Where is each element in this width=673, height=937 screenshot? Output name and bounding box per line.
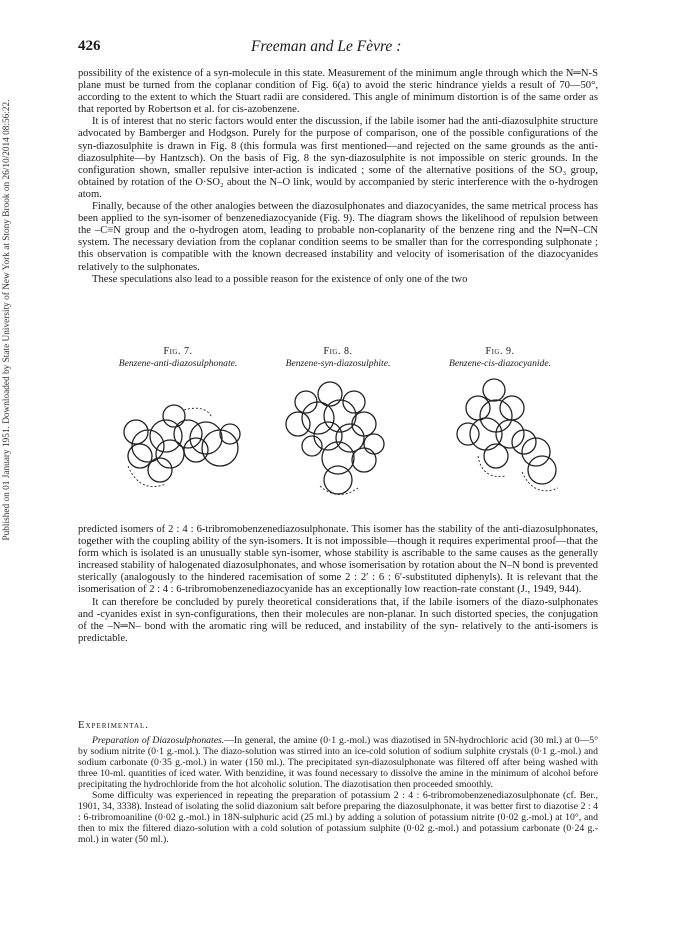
- figure-9-caption: Fig. 9. Benzene-cis-diazocyanide.: [448, 346, 552, 369]
- subsection-heading: Preparation of Diazosulphonates.: [92, 735, 225, 747]
- paragraph: It is of interest that no steric factors would enter the discussion, if the labile isomer had the anti-diazosulphite structure advocated by Bamberger and Hodgson. Purely for the purpose of comparison, one of the possible configurations of the syn-diazosulphite is drawn in Fig. 8 (this formula was first mentioned—and rejected on the same grounds as the anti-diazosulphite—by Hantzsch). On the basis of Fig. 8 the syn-diazosulphite is not impossible on steric grounds. In the configuration shown, smaller repulsive inter-action is indicated ; some of the alternative positions of the SO₃ group, obtained by rotation of the O·SO₂ about the N–O link, would by accompanied by steric interference with the o-hydrogen atom.: [78, 116, 598, 200]
- section-heading: Experimental.: [78, 720, 149, 731]
- running-head: Freeman and Le Fèvre :: [251, 38, 402, 55]
- paragraph: possibility of the existence of a syn-molecule in this state. Measurement of the minimum angle through which the N═N-S plane must be turned from the coplanar condition of Fig. 6(a) to avoid the steric hindrance yields a result of 70—50°, according to the extent to which the Stuart radii are considered. This angle of minimum distortion is of the same order as that reported by Robertson et al. for cis-azobenzene.: [78, 68, 598, 116]
- figure-8-diagram: [268, 376, 408, 506]
- experimental-section: [78, 718, 598, 845]
- page-header: [78, 38, 598, 58]
- paragraph: Finally, because of the other analogies between the diazosulphonates and diazocyanides, the same metrical process has been applied to the syn-isomer of benzenediazocyanide (Fig. 9). The diagram shows the likelihood of repulsion between the –C≡N group and the o-hydrogen atom, leading to probable non-coplanarity of the benzene ring and the N═N–CN system. The necessary deviation from the coplanar condition seems to be smaller than for the corresponding sulphonate ; this observation is compatible with the known decreased instability and velocity of isomerisation of the diazocyanides relatively to the sulphonates.: [78, 201, 598, 273]
- body-text-top: [78, 68, 598, 286]
- paragraph: predicted isomers of 2 : 4 : 6-tribromobenzenediazosulphonate. This isomer has the stability of the anti-diazosulphonates, together with the coupling ability of the syn-isomers. It is not impossible—though it requires experimental proof—that the form which is isolated is an unusually stable syn-isomer, whose stability is ascribable to the same causes as the generally increased stability of halogenated diazosulphonates, and whose isomerisation by rotation about the N–N bond is prevented sterically (analogously to the hindered racemisation of some 2 : 2′ : 6 : 6′-substituted diphenyls). It is relevant that the isomerisation of 2 : 4 : 6-tribromobenzenediazocyanide has an exceptionally low reaction-rate constant (J., 1949, 944).: [78, 524, 598, 596]
- paragraph: It can therefore be concluded by purely theoretical considerations that, if the labile isomers of the diazo-sulphonates and -cyanides exist in syn-configurations, then their molecules are non-planar. In such distorted species, the conjugation of the –N═N– bond with the aromatic ring will be reduced, and instability of the syn- relatively to the anti-isomers is predictable.: [78, 596, 598, 644]
- paragraph: Preparation of Diazosulphonates.—In general, the amine (0·1 g.-mol.) was diazotised in 5N-hydrochloric acid (30 ml.) at 0—5° by sodium nitrite (0·1 g.-mol.). The diazo-solution was stirred into an ice-cold solution of sodium sulphite crystals (0·1 g.-mol.) and sodium carbonate (0·35 g.-mol.) in water (150 ml.). The precipitated syn-diazosulphonate was filtered off after being washed with three 10-ml. quantities of iced water. With benzidine, it was found necessary to dissolve the amine in the minimum of alcohol before precipitating the hydrochloride from the hot alcoholic solution. The diazotisation then proceeded smoothly.: [78, 735, 599, 791]
- paragraph: These speculations also lead to a possible reason for the existence of only one of the two: [92, 273, 468, 285]
- figures-row: [98, 346, 598, 506]
- figure-8-caption: Fig. 8. Benzene-syn-diazosulphite.: [285, 346, 391, 369]
- paragraph: Some difficulty was experienced in repeating the preparation of potassium 2 : 4 : 6-tribromobenzenediazosulphonate (cf. Ber., 1901, 34, 3338). Instead of isolating the solid diazonium salt before preparing the diazosulphonate, it was better first to diazotise 2 : 4 : 6-tribromoaniline (0·02 g.-mol.) in 18N-sulphuric acid (25 ml.) by adding a solution of potassium nitrite (0·02 g.-mol.) at 10°, and then to mix the filtered diazo-solution with a cold solution of potassium sulphite (0·02 g.-mol.) and potassium carbonate (0·24 g.-mol.) in water (50 ml.).: [78, 790, 598, 846]
- figure-7-caption: Fig. 7. Benzene-anti-diazosulphonate.: [118, 346, 238, 369]
- figure-7-diagram: [110, 376, 250, 506]
- page-number: 426: [78, 38, 101, 54]
- download-notice: Published on 01 January 1951. Downloaded by State University of New York at Stony Brook on 26/10/2014 08:56:22.: [2, 99, 12, 541]
- body-text-middle: [78, 524, 598, 645]
- figure-9-diagram: [438, 376, 578, 506]
